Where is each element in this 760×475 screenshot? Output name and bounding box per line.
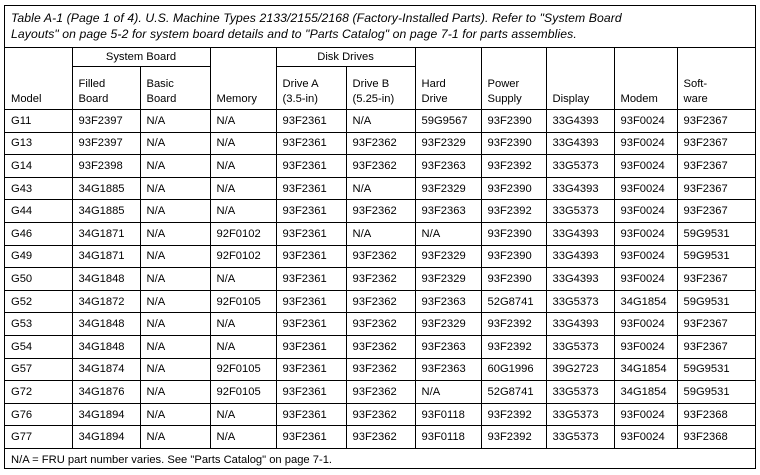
cell-modem: 93F0024 [614,177,677,200]
cell-model: G14 [5,155,72,178]
cell-drive-a: 93F2361 [276,110,346,133]
cell-memory: N/A [210,177,276,200]
cell-power: 93F2392 [481,155,546,178]
cell-hard: 93F2363 [415,358,481,381]
header-drive-b-l1: Drive B [352,78,390,90]
cell-filled: 34G1894 [72,403,140,426]
header-system-board: System Board [72,48,210,67]
cell-hard: 93F2329 [415,132,481,155]
cell-display: 33G5373 [546,200,614,223]
cell-hard: N/A [415,222,481,245]
cell-modem: 93F0024 [614,426,677,449]
cell-software: 93F2367 [677,268,755,291]
cell-power: 93F2390 [481,245,546,268]
cell-power: 93F2392 [481,335,546,358]
cell-basic: N/A [140,110,210,133]
table-row [5,200,755,223]
cell-model: G43 [5,177,72,200]
cell-drive-b: N/A [346,110,415,133]
cell-memory: N/A [210,132,276,155]
cell-software: 93F2367 [677,110,755,133]
cell-hard: 93F0118 [415,403,481,426]
cell-filled: 34G1848 [72,335,140,358]
cell-power: 93F2392 [481,313,546,336]
table-row [5,290,755,313]
cell-drive-a: 93F2361 [276,155,346,178]
cell-memory: N/A [210,200,276,223]
cell-filled: 93F2398 [72,155,140,178]
cell-modem: 93F0024 [614,222,677,245]
cell-model: G77 [5,426,72,449]
cell-power: 93F2392 [481,403,546,426]
cell-memory: N/A [210,155,276,178]
cell-display: 33G5373 [546,155,614,178]
cell-display: 33G4393 [546,222,614,245]
cell-modem: 93F0024 [614,403,677,426]
table-caption [5,6,755,48]
cell-drive-b: 93F2362 [346,403,415,426]
cell-basic: N/A [140,268,210,291]
cell-model: G53 [5,313,72,336]
cell-drive-b: N/A [346,222,415,245]
cell-basic: N/A [140,132,210,155]
cell-drive-a: 93F2361 [276,403,346,426]
header-display: Display [546,48,614,110]
cell-modem: 34G1854 [614,381,677,404]
cell-drive-a: 93F2361 [276,335,346,358]
cell-memory: N/A [210,335,276,358]
cell-basic: N/A [140,381,210,404]
cell-filled: 93F2397 [72,110,140,133]
cell-drive-a: 93F2361 [276,177,346,200]
cell-hard: 93F2363 [415,290,481,313]
cell-drive-a: 93F2361 [276,245,346,268]
cell-drive-a: 93F2361 [276,426,346,449]
cell-display: 33G5373 [546,403,614,426]
cell-software: 93F2367 [677,313,755,336]
cell-drive-b: N/A [346,177,415,200]
table-row [5,335,755,358]
cell-filled: 34G1848 [72,268,140,291]
cell-display: 33G4393 [546,313,614,336]
cell-power: 93F2390 [481,222,546,245]
cell-model: G11 [5,110,72,133]
parts-table [5,48,755,449]
cell-basic: N/A [140,290,210,313]
caption-line-1: Table A-1 (Page 1 of 4). U.S. Machine Types 2133/2155/2168 (Factory-Installed Parts). Refer to "System Board [11,11,622,25]
cell-filled: 34G1876 [72,381,140,404]
cell-drive-b: 93F2362 [346,381,415,404]
table-row [5,381,755,404]
cell-basic: N/A [140,313,210,336]
cell-software: 93F2367 [677,132,755,155]
cell-memory: N/A [210,313,276,336]
cell-software: 59G9531 [677,358,755,381]
header-drive-b [346,67,415,110]
cell-filled: 34G1885 [72,200,140,223]
cell-drive-b: 93F2362 [346,245,415,268]
cell-power: 93F2390 [481,110,546,133]
cell-display: 33G4393 [546,132,614,155]
header-model: Model [5,48,72,110]
table-row [5,426,755,449]
cell-display: 33G5373 [546,381,614,404]
cell-filled: 34G1874 [72,358,140,381]
cell-basic: N/A [140,222,210,245]
cell-drive-b: 93F2362 [346,426,415,449]
cell-basic: N/A [140,335,210,358]
parts-table-frame [4,5,756,469]
cell-drive-a: 93F2361 [276,313,346,336]
cell-filled: 34G1885 [72,177,140,200]
cell-memory: 92F0105 [210,358,276,381]
cell-model: G13 [5,132,72,155]
cell-memory: 92F0105 [210,381,276,404]
cell-software: 93F2367 [677,155,755,178]
header-basic-board [140,67,210,110]
header-hard-drive-l1: Hard [421,78,446,90]
cell-hard: 93F2329 [415,177,481,200]
cell-power: 93F2390 [481,177,546,200]
cell-modem: 93F0024 [614,200,677,223]
table-row [5,177,755,200]
table-row [5,245,755,268]
cell-memory: 92F0102 [210,245,276,268]
table-row [5,110,755,133]
cell-display: 33G5373 [546,426,614,449]
cell-hard: 93F2329 [415,313,481,336]
cell-drive-a: 93F2361 [276,290,346,313]
cell-software: 59G9531 [677,290,755,313]
cell-model: G72 [5,381,72,404]
cell-basic: N/A [140,403,210,426]
cell-memory: N/A [210,426,276,449]
header-memory: Memory [210,48,276,110]
cell-filled: 34G1848 [72,313,140,336]
cell-model: G50 [5,268,72,291]
header-drive-a-l1: Drive A [282,78,319,90]
cell-modem: 93F0024 [614,132,677,155]
cell-model: G44 [5,200,72,223]
cell-filled: 34G1872 [72,290,140,313]
cell-basic: N/A [140,200,210,223]
cell-hard: 93F2329 [415,268,481,291]
cell-filled: 34G1894 [72,426,140,449]
cell-power: 60G1996 [481,358,546,381]
cell-display: 33G4393 [546,110,614,133]
table-body [5,110,755,449]
cell-software: 59G9531 [677,381,755,404]
cell-drive-b: 93F2362 [346,290,415,313]
table-footnote: N/A = FRU part number varies. See "Parts Catalog" on page 7-1. [11,453,333,466]
cell-display: 33G4393 [546,245,614,268]
cell-hard: 93F2363 [415,155,481,178]
header-software-l2: ware [683,93,708,105]
header-drive-a-l2: (3.5-in) [282,93,318,105]
cell-hard: 93F0118 [415,426,481,449]
header-filled-board [72,67,140,110]
cell-filled: 34G1871 [72,222,140,245]
cell-drive-b: 93F2362 [346,335,415,358]
cell-software: 93F2367 [677,335,755,358]
cell-modem: 93F0024 [614,335,677,358]
table-row [5,222,755,245]
cell-basic: N/A [140,245,210,268]
cell-software: 59G9531 [677,222,755,245]
cell-modem: 34G1854 [614,290,677,313]
cell-basic: N/A [140,155,210,178]
header-disk-drives: Disk Drives [276,48,415,67]
cell-drive-b: 93F2362 [346,268,415,291]
cell-modem: 93F0024 [614,268,677,291]
table-row [5,313,755,336]
header-hard-drive [415,48,481,110]
header-hard-drive-l2: Drive [421,93,448,105]
table-row [5,132,755,155]
table-row [5,403,755,426]
cell-drive-b: 93F2362 [346,132,415,155]
cell-power: 52G8741 [481,381,546,404]
cell-display: 33G4393 [546,268,614,291]
header-power-supply [481,48,546,110]
cell-display: 33G5373 [546,335,614,358]
cell-model: G76 [5,403,72,426]
header-drive-a [276,67,346,110]
cell-software: 59G9531 [677,245,755,268]
cell-model: G57 [5,358,72,381]
cell-modem: 93F0024 [614,155,677,178]
cell-drive-a: 93F2361 [276,200,346,223]
cell-basic: N/A [140,426,210,449]
header-software [677,48,755,110]
cell-drive-a: 93F2361 [276,381,346,404]
cell-basic: N/A [140,177,210,200]
cell-model: G52 [5,290,72,313]
header-power-supply-l2: Supply [487,93,522,105]
cell-modem: 93F0024 [614,313,677,336]
cell-model: G54 [5,335,72,358]
cell-hard: 59G9567 [415,110,481,133]
header-filled-board-l2: Board [78,93,109,105]
cell-drive-a: 93F2361 [276,132,346,155]
cell-memory: N/A [210,110,276,133]
cell-hard: N/A [415,381,481,404]
caption-line-2: Layouts" on page 5-2 for system board details and to "Parts Catalog" on page 7-1 for parts assemblies. [11,27,577,41]
cell-memory: N/A [210,268,276,291]
header-drive-b-l2: (5.25-in) [352,93,395,105]
cell-hard: 93F2363 [415,200,481,223]
cell-software: 93F2368 [677,403,755,426]
cell-drive-b: 93F2362 [346,313,415,336]
cell-drive-b: 93F2362 [346,358,415,381]
header-software-l1: Soft- [683,78,708,90]
cell-filled: 34G1871 [72,245,140,268]
cell-software: 93F2367 [677,200,755,223]
table-row [5,155,755,178]
cell-software: 93F2367 [677,177,755,200]
cell-model: G46 [5,222,72,245]
cell-display: 33G5373 [546,290,614,313]
table-row [5,358,755,381]
cell-hard: 93F2329 [415,245,481,268]
cell-drive-a: 93F2361 [276,222,346,245]
cell-memory: N/A [210,403,276,426]
cell-software: 93F2368 [677,426,755,449]
cell-power: 93F2392 [481,426,546,449]
header-basic-board-l2: Board [146,93,177,105]
header-filled-board-l1: Filled [78,78,106,90]
table-row [5,268,755,291]
cell-display: 33G4393 [546,177,614,200]
cell-power: 93F2390 [481,268,546,291]
cell-drive-a: 93F2361 [276,268,346,291]
cell-modem: 93F0024 [614,110,677,133]
header-modem: Modem [614,48,677,110]
cell-memory: 92F0105 [210,290,276,313]
cell-power: 52G8741 [481,290,546,313]
cell-filled: 93F2397 [72,132,140,155]
cell-memory: 92F0102 [210,222,276,245]
cell-modem: 34G1854 [614,358,677,381]
header-basic-board-l1: Basic [146,78,174,90]
cell-drive-a: 93F2361 [276,358,346,381]
cell-power: 93F2390 [481,132,546,155]
cell-display: 39G2723 [546,358,614,381]
cell-drive-b: 93F2362 [346,200,415,223]
cell-hard: 93F2363 [415,335,481,358]
cell-model: G49 [5,245,72,268]
header-power-supply-l1: Power [487,78,520,90]
cell-power: 93F2392 [481,200,546,223]
cell-drive-b: 93F2362 [346,155,415,178]
cell-modem: 93F0024 [614,245,677,268]
cell-basic: N/A [140,358,210,381]
